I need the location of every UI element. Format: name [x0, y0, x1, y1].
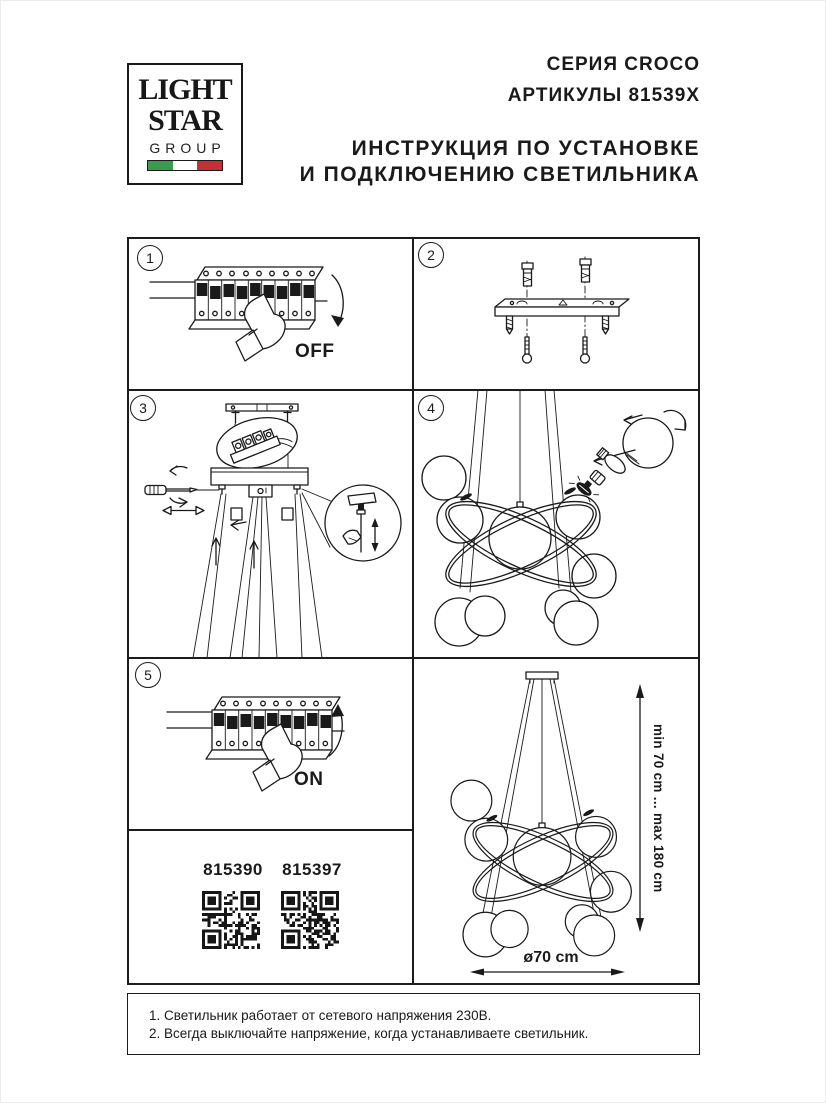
ceiling-plate-icon [526, 672, 558, 683]
step-5-illustration-power-on [127, 658, 413, 830]
wood-screw-icon [507, 316, 609, 334]
step-2-illustration-mounting-bracket [413, 237, 700, 390]
logo-word-light: LIGHT [138, 73, 232, 106]
step-5-badge: 5 [135, 662, 161, 688]
step-3-illustration-ceiling-mounting [127, 390, 413, 658]
document-title [300, 136, 700, 188]
flag-red-stripe [197, 161, 222, 170]
cable-direction-arrows [212, 520, 258, 568]
suspension-cables [193, 494, 322, 658]
diameter-dimension-arrow [470, 969, 625, 976]
step-1-badge: 1 [137, 245, 163, 271]
terminal-block-magnifier [211, 410, 302, 476]
article-number: АРТИКУЛЫ 81539X [507, 85, 700, 106]
qr-code-2 [281, 891, 339, 949]
italian-flag-icon [147, 160, 223, 171]
product-code-1: 815390 [203, 860, 263, 879]
lightstar-logo [127, 63, 243, 185]
step-2-badge: 2 [418, 242, 444, 268]
power-on-label: ON [294, 769, 324, 790]
wall-anchor-icon [522, 259, 591, 286]
cable-lock-detail-circle [302, 485, 401, 561]
series-name: СЕРИЯ CROCO [546, 54, 700, 75]
logo-word-group: GROUP [149, 140, 226, 156]
qr-code-1 [202, 891, 260, 949]
mounting-plate-icon [495, 299, 629, 316]
socket-icon [589, 470, 605, 486]
note-1: 1. Светильник работает от сетевого напряжения 230В. [149, 1008, 492, 1023]
height-range-label: min 70 cm ... max 180 cm [651, 723, 666, 893]
title-line-1: ИНСТРУКЦИЯ ПО УСТАНОВКЕ [351, 137, 700, 160]
machine-screw-icon [523, 337, 590, 363]
flag-green-stripe [148, 161, 173, 170]
step-3-badge: 3 [130, 395, 156, 421]
title-line-2: И ПОДКЛЮЧЕНИЮ СВЕТИЛЬНИКА [299, 163, 700, 186]
step-4-badge: 4 [418, 395, 444, 421]
product-code-2: 815397 [282, 860, 342, 879]
height-dimension-arrow [636, 684, 644, 932]
canopy-icon [211, 468, 308, 497]
rotate-arrows-icon [170, 466, 187, 507]
rotate-down-arrow-icon [331, 275, 344, 327]
chandelier-illustration [451, 780, 631, 957]
screwdriver-icon [145, 486, 219, 495]
step-1-illustration-power-off [127, 237, 413, 390]
diameter-label: ø70 cm [523, 949, 579, 966]
slide-arrow-icon [163, 507, 204, 515]
flag-white-stripe [173, 161, 198, 170]
note-2: 2. Всегда выключайте напряжение, когда устанавливаете светильник. [149, 1025, 589, 1041]
power-off-label: OFF [295, 341, 335, 362]
series-heading [508, 49, 700, 111]
bulb-icon [596, 446, 629, 477]
logo-word-star: STAR [148, 104, 222, 137]
step-4-illustration-globe-installation [413, 390, 700, 658]
glass-globe-icon [623, 418, 673, 468]
safety-notes-box [127, 993, 700, 1055]
